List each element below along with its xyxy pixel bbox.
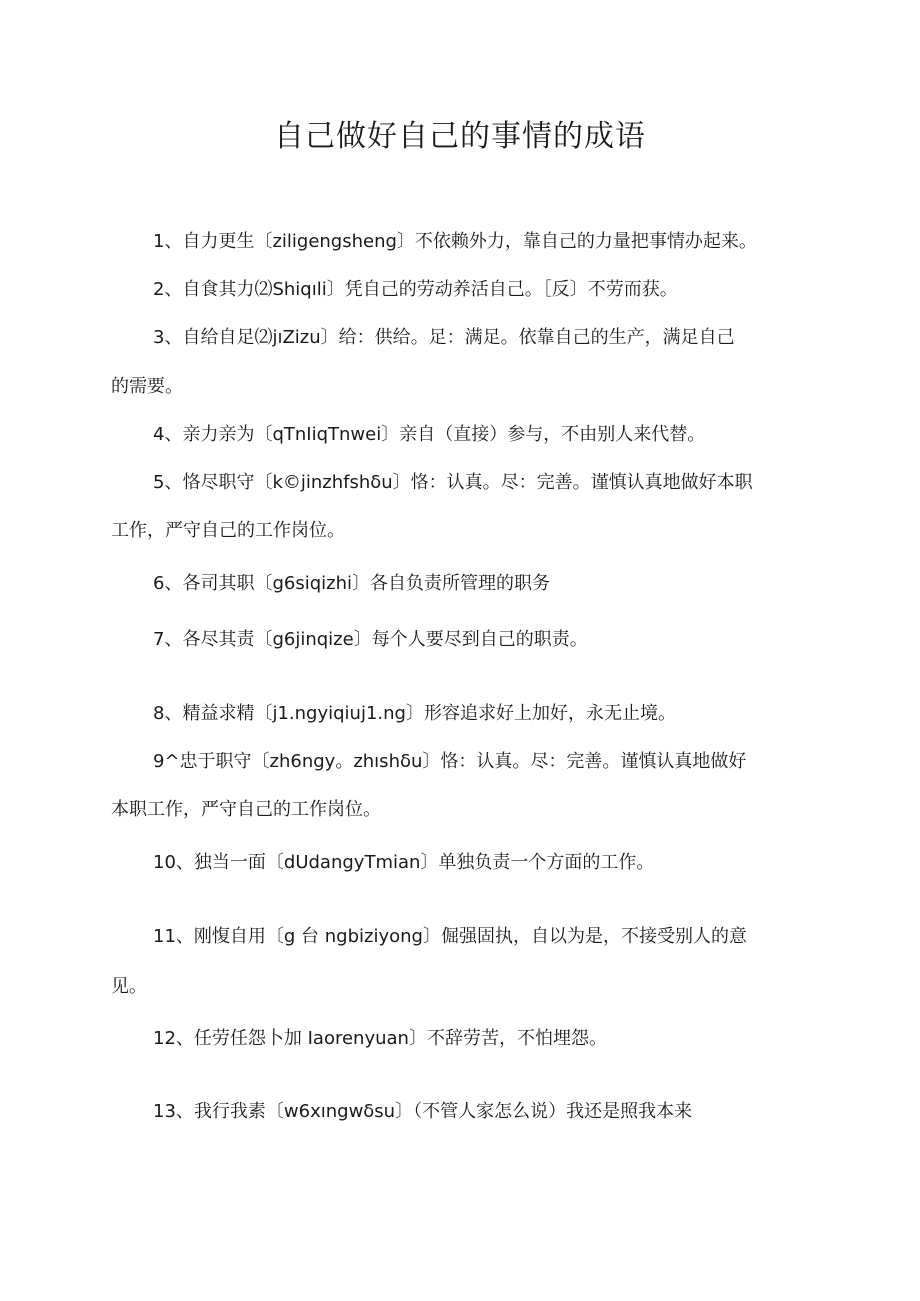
idiom-3-continued: 的需要。 <box>111 376 183 397</box>
idiom-6: 6、各司其职〔g6siqizhi〕各自负责所管理的职务 <box>153 573 550 594</box>
idiom-1: 1、自力更生〔ziligengsheng〕不依赖外力，靠自己的力量把事情办起来。 <box>153 231 757 252</box>
idiom-12: 12、任劳任怨卜加 Iaorenyuan〕不辞劳苦，不怕埋怨。 <box>153 1028 607 1049</box>
idiom-9: 9^忠于职守〔zh6ngy。zhıshδu〕恪：认真。尽：完善。谨慎认真地做好 <box>153 751 747 772</box>
idiom-4: 4、亲力亲为〔qTnIiqTnwei〕亲自（直接）参与，不由别人来代替。 <box>153 424 706 445</box>
idiom-13: 13、我行我素〔w6xıngwδsu〕（不管人家怎么说）我还是照我本来 <box>153 1101 693 1122</box>
idiom-11: 11、刚愎自用〔g 台 ngbiziyong〕倔强固执，自以为是，不接受别人的意 <box>153 926 747 947</box>
idiom-11-continued: 见。 <box>111 976 147 997</box>
idiom-8: 8、精益求精〔j1.ngyiqiuj1.ng〕形容追求好上加好，永无止境。 <box>153 703 676 724</box>
idiom-5: 5、恪尽职守〔k©jinzhfshδu〕恪：认真。尽：完善。谨慎认真地做好本职 <box>153 472 753 493</box>
idiom-2: 2、自食其力⑵Shiqıli〕凭自己的劳动养活自己。［反〕不劳而获。 <box>153 279 678 300</box>
idiom-5-continued: 工作，严守自己的工作岗位。 <box>111 520 345 541</box>
idiom-7: 7、各尽其责〔g6jinqize〕每个人要尽到自己的职责。 <box>153 629 588 650</box>
idiom-3: 3、自给自足⑵jıZizu〕给：供给。足：满足。依靠自己的生产，满足自己 <box>153 327 735 348</box>
document-title: 自己做好自己的事情的成语 <box>274 119 646 154</box>
idiom-9-continued: 本职工作，严守自己的工作岗位。 <box>111 799 381 820</box>
idiom-10: 10、独当一面〔dUdangyTmian〕单独负责一个方面的工作。 <box>153 852 655 873</box>
